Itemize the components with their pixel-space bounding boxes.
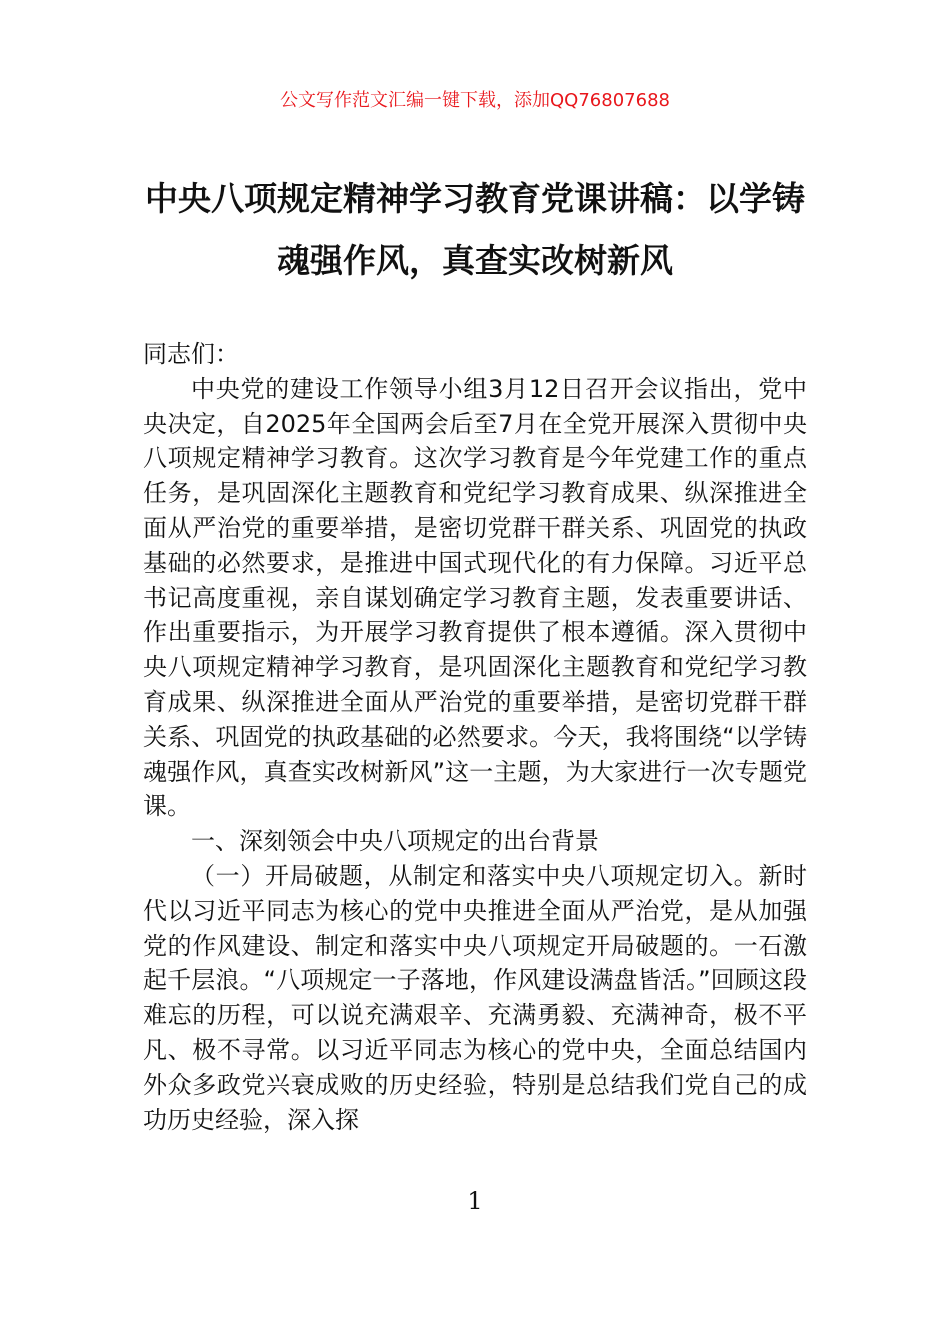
document-body [143, 337, 807, 1137]
paragraph-subsection: （一）开局破题，从制定和落实中央八项规定切入。新时代以习近平同志为核心的党中央推进全面从严治党，是从加强党的作风建设、制定和落实中央八项规定开局破题的。一石激起千层浪。“八项规定一子落地，作风建设满盘皆活。”回顾这段难忘的历程，可以说充满艰辛、充满勇毅、充满神奇，极不平凡、极不寻常。以习近平同志为核心的党中央，全面总结国内外众多政党兴衰成败的历史经验，特别是总结我们党自己的成功历史经验，深入探 [143, 861, 807, 1134]
document-title: 中央八项规定精神学习教育党课讲稿：以学铸魂强作风，真查实改树新风 [145, 179, 805, 280]
salutation: 同志们： [143, 340, 239, 368]
header-note: 公文写作范文汇编一键下载，添加QQ76807688 [280, 90, 670, 111]
page-number: 1 [467, 1187, 483, 1215]
paragraph-intro: 中央党的建设工作领导小组3月12日召开会议指出，党中央决定，自2025年全国两会后至7月在全党开展深入贯彻中央八项规定精神学习教育。这次学习教育是今年党建工作的重点任务，是巩固深化主题教育和党纪学习教育成果、纵深推进全面从严治党的重要举措，是密切党群干群关系、巩固党的执政基础的必然要求，是推进中国式现代化的有力保障。习近平总书记高度重视，亲自谋划确定学习教育主题，发表重要讲话、作出重要指示，为开展学习教育提供了根本遵循。深入贯彻中央八项规定精神学习教育，是巩固深化主题教育和党纪学习教育成果、纵深推进全面从严治党的重要举措，是密切党群干群关系、巩固党的执政基础的必然要求。今天，我将围绕“以学铸魂强作风，真查实改树新风”这一主题，为大家进行一次专题党课。 [143, 374, 807, 821]
section-heading: 一、深刻领会中央八项规定的出台背景 [191, 827, 599, 856]
